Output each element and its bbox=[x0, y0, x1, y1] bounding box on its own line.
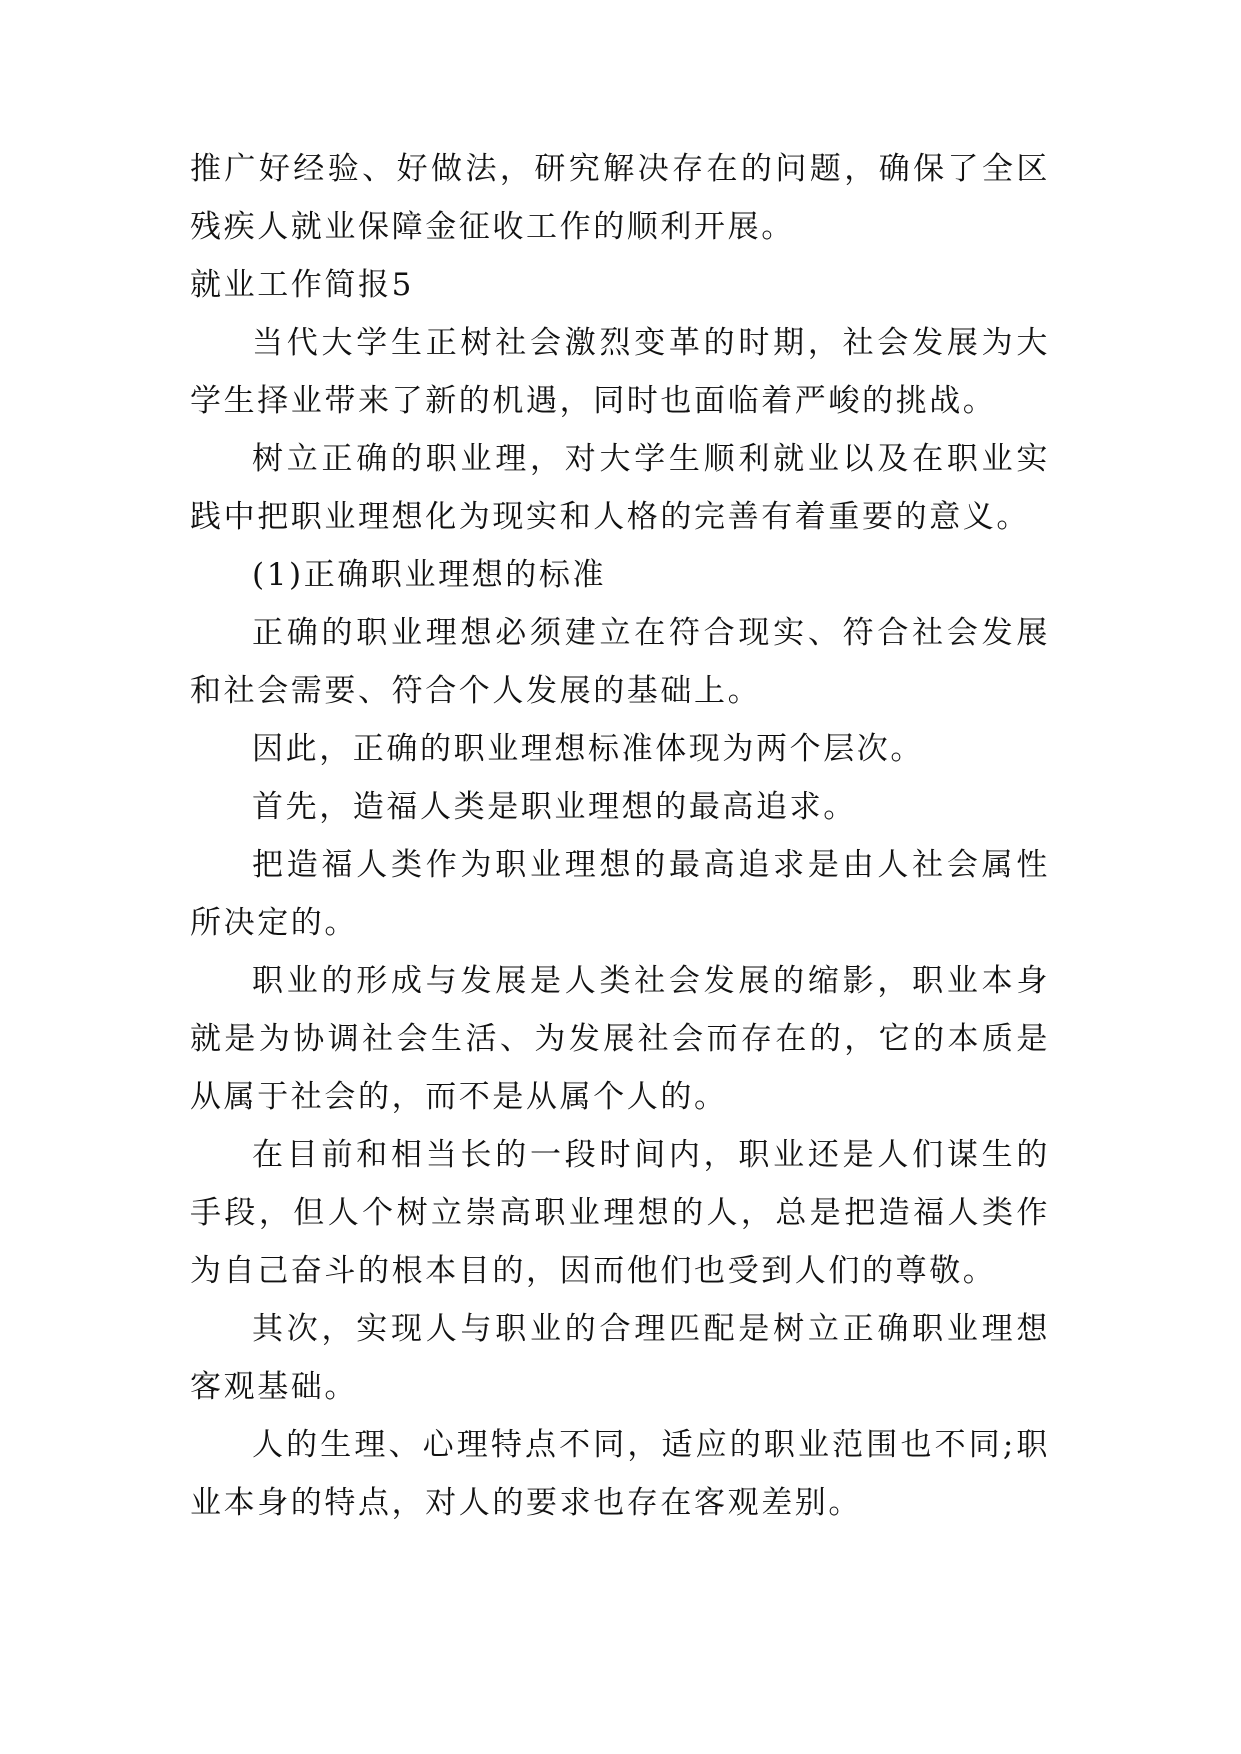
paragraph: 在目前和相当长的一段时间内，职业还是人们谋生的手段，但人个树立崇高职业理想的人，总是把造福人类作为自己奋斗的根本目的，因而他们也受到人们的尊敬。 bbox=[190, 1137, 1050, 1289]
paragraph-continuation: 推广好经验、好做法，研究解决存在的问题，确保了全区残疾人就业保障金征收工作的顺利开展。 bbox=[190, 151, 1050, 245]
paragraph: 职业的形成与发展是人类社会发展的缩影，职业本身就是为协调社会生活、为发展社会而存在的，它的本质是从属于社会的，而不是从属个人的。 bbox=[190, 963, 1050, 1115]
paragraph: 树立正确的职业理，对大学生顺利就业以及在职业实践中把职业理想化为现实和人格的完善有着重要的意义。 bbox=[190, 441, 1050, 535]
paragraph: 人的生理、心理特点不同，适应的职业范围也不同;职业本身的特点，对人的要求也存在客观差别。 bbox=[190, 1427, 1050, 1521]
paragraph: 首先，造福人类是职业理想的最高追求。 bbox=[252, 789, 857, 825]
paragraph: 其次，实现人与职业的合理匹配是树立正确职业理想客观基础。 bbox=[190, 1311, 1050, 1405]
paragraph: 因此，正确的职业理想标准体现为两个层次。 bbox=[252, 731, 924, 767]
paragraph: 当代大学生正树社会激烈变革的时期，社会发展为大学生择业带来了新的机遇，同时也面临着严峻的挑战。 bbox=[190, 325, 1050, 419]
subheading: (1)正确职业理想的标准 bbox=[252, 557, 607, 593]
section-heading: 就业工作简报5 bbox=[190, 267, 414, 303]
paragraph: 正确的职业理想必须建立在符合现实、符合社会发展和社会需要、符合个人发展的基础上。 bbox=[190, 615, 1050, 709]
document-page bbox=[190, 140, 1050, 1532]
paragraph: 把造福人类作为职业理想的最高追求是由人社会属性所决定的。 bbox=[190, 847, 1050, 941]
